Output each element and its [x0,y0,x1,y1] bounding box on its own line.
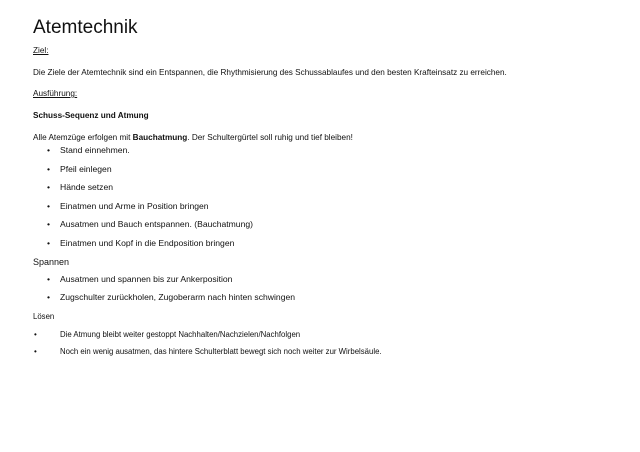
bullet-icon: • [47,182,51,193]
bullet-icon: • [34,329,37,339]
list-item-text: Hände setzen [60,182,114,193]
list-item [33,329,623,346]
list-item-text: Ausatmen und spannen bis zur Ankerposition [60,273,233,284]
list-item [33,218,623,237]
bullet-icon: • [47,219,51,230]
bullet-icon: • [47,237,51,248]
ziel-text: Die Ziele der Atemtechnik sind ein Entspannen, die Rhythmisierung des Schussablaufes und den besten Krafteinsatz zu erreichen. [33,68,507,77]
page-title: Atemtechnik [33,17,138,38]
list-item [33,291,623,310]
intro-paragraph [33,133,623,142]
list-item-text: Die Atmung bleibt weiter gestoppt Nachhalten/Nachzielen/Nachfolgen [60,329,301,339]
ausfuehrung-label: Ausführung: [33,89,78,98]
sequence-steps-list [33,144,623,256]
bullet-icon: • [47,292,51,303]
list-item [33,237,623,256]
list-item-text: Stand einnehmen. [60,145,130,155]
bullet-icon: • [47,273,51,284]
list-item-text: Noch ein wenig ausatmen, das hintere Schulterblatt bewegt sich noch weiter zur Wirbelsäule. [60,346,382,356]
bullet-icon: • [34,346,37,356]
bullet-icon: • [47,145,51,155]
spannen-heading: Spannen [33,256,70,267]
list-item-text: Ausatmen und Bauch entspannen. (Bauchatmung) [60,219,254,230]
list-item [33,144,623,163]
bullet-icon: • [47,163,51,174]
list-item [33,273,623,292]
bullet-icon: • [47,200,51,211]
list-item [33,200,623,219]
ziel-label: Ziel: [33,46,49,55]
intro-bold: Bauchatmung [132,133,188,142]
list-item-text: Pfeil einlegen [60,163,112,174]
list-item [33,346,623,363]
document-page [33,16,623,363]
intro-suffix: . Der Schultergürtel soll ruhig und tief bleiben! [187,133,353,142]
list-item [33,163,623,182]
list-item-text: Einatmen und Kopf in die Endposition bringen [60,237,235,248]
loesen-heading: Lösen [33,311,55,321]
intro-prefix: Alle Atemzüge erfolgen mit [33,133,133,142]
list-item [33,181,623,200]
spannen-steps-list [33,273,623,310]
list-item-text: Zugschulter zurückholen, Zugoberarm nach hinten schwingen [60,292,296,303]
list-item-text: Einatmen und Arme in Position bringen [60,200,209,211]
sequence-heading: Schuss-Sequenz und Atmung [33,111,149,120]
loesen-steps-list [33,329,623,363]
